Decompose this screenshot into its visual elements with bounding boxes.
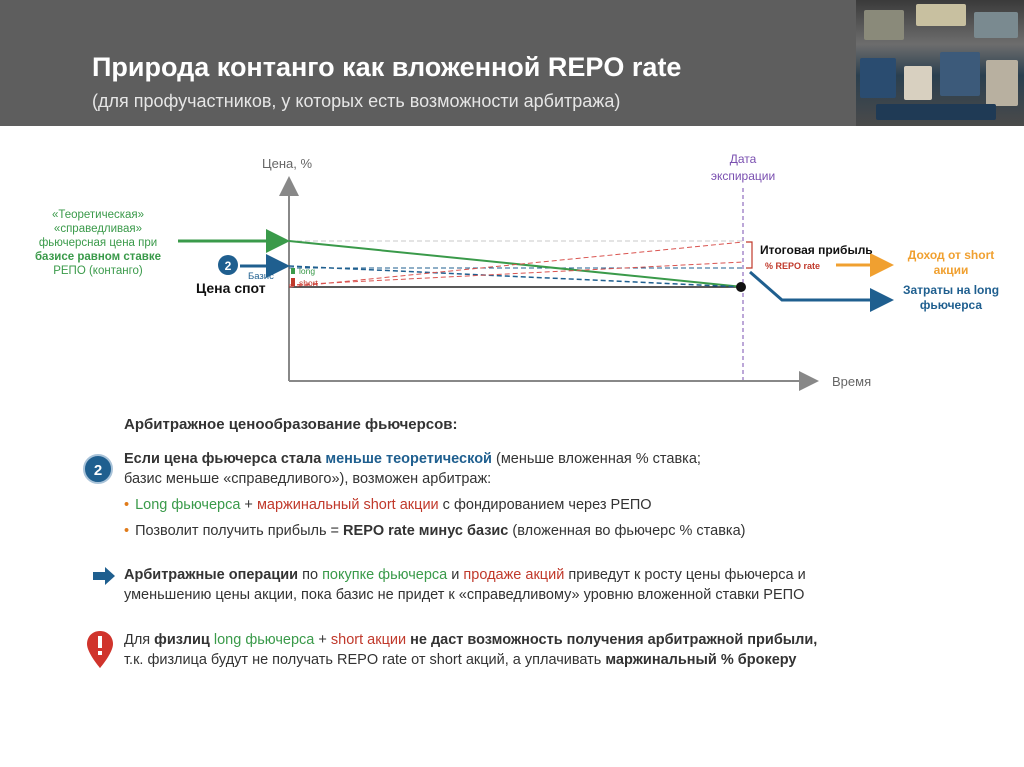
futures-convergence-line [289,266,743,287]
theoretical-label-1: «Теоретическая» [51,209,145,221]
long-marker [291,268,295,274]
x-axis-label: Время [832,374,872,389]
step-2-badge-small-number: 2 [224,259,232,273]
point-2-bullet-1: • Long фьючерса + маржинальный short акции с фондированием через РЕПО [124,497,652,513]
warning-line-1: Для физлиц long фьючерса + short акции не даст возможность получения арбитражной прибыли, [124,632,818,648]
arbitrage-text [124,565,806,605]
costs-label-2: фьючерса [919,298,983,312]
bullet-icon: • [124,497,130,513]
warning-text [124,630,817,670]
arbitrage-line-1: Арбитражные операции по покупке фьючерса и продаже акций приведут к росту цены фьючерса и [124,567,806,583]
costs-arrow [750,272,888,300]
expiry-label-1: Дата [729,152,757,166]
slide-title: Природа контанго как вложенной REPO rate [92,52,682,82]
repo-rate-label: % REPO rate [765,261,821,271]
arrow-right-icon [93,567,117,585]
expiry-point [736,282,746,292]
theoretical-label-3: фьючерсная цена при [38,237,158,249]
short-label: short [299,278,318,288]
contango-diagram [0,130,1024,400]
trading-floor-photo [856,0,1024,126]
short-marker [291,278,295,286]
y-axis-label: Цена, % [262,156,313,171]
point-2-line-2: базис меньше «справедливого»), возможен арбитраж: [124,471,492,487]
step-2-badge [83,454,113,484]
total-profit-label: Итоговая прибыль [760,243,873,257]
profit-bracket [746,242,752,268]
costs-label-1: Затраты на long [902,283,1000,297]
income-label-2: акции [933,263,969,277]
theoretical-label-5: РЕПО (контанго) [53,265,143,277]
income-label-1: Доход от short [907,248,995,262]
spot-label: Цена спот [196,280,266,296]
warning-line-2: т.к. физлица будут не получать REPO rate от short акций, а уплачивать маржинальный % брокеру [124,652,797,668]
slide-subtitle: (для профучастников, у которых есть возможности арбитража) [92,91,621,111]
point-2-bullet-2: • Позволит получить прибыль = REPO rate минус базис (вложенная во фьючерс % ставка) [124,523,746,539]
long-label: long [299,266,316,276]
bullet-icon: • [124,523,130,539]
point-2-text [124,449,745,541]
theoretical-label-2: «справедливая» [53,223,143,235]
theoretical-label-4: базисе равном ставке [34,251,162,263]
arbitrage-line-2: уменьшению цены акции, пока базис не придет к «справедливому» уровню вложенной ставки РЕПО [124,587,805,603]
short-repo-line-2 [289,262,743,285]
basis-label: Базис [248,271,274,282]
step-2-badge-number: 2 [93,462,103,479]
warning-pin-icon [86,630,114,670]
expiry-label-2: экспирации [710,169,776,183]
section-title: Арбитражное ценообразование фьючерсов: [124,416,458,433]
point-2-line-1: Если цена фьючерса стала меньше теоретической (меньше вложенная % ставка; [124,451,701,467]
